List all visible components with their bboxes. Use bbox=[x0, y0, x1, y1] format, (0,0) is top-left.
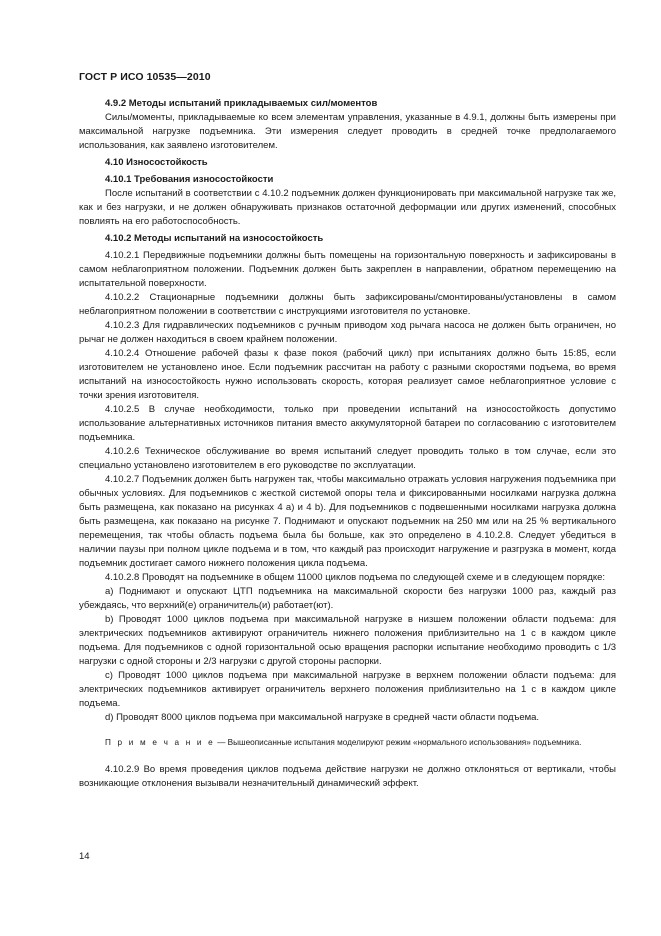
note bbox=[79, 737, 616, 749]
paragraph-4-10-2-1: 4.10.2.1 Передвижные подъемники должны быть помещены на горизонтальную поверхность и зафиксированы в самом неблагоприятном положении. Подъемник должен быть закреплен в направлении, обратном перемещению на испытательной поверхности. bbox=[79, 250, 616, 289]
paragraph-4-10-1: После испытаний в соответствии с 4.10.2 подъемник должен функционировать при максимальной нагрузке так же, как и без нагрузки, и не должен обнаруживать признаков остаточной деформации или других изменений, способных повлиять на его работоспособность. bbox=[79, 188, 616, 227]
list-item-c: c) Проводят 1000 циклов подъема при максимальной нагрузке в верхнем положении области подъема: для электрических подъемников активирует ограничитель верхнего положения приблизительно на 1 с в каждом цикле подъема. bbox=[79, 670, 616, 709]
list-item-b: b) Проводят 1000 циклов подъема при максимальной нагрузке в низшем положении области подъема: для электрических подъемников активируют ограничитель нижнего положения приблизительно на 1 с в каждом цикле подъема. Для подъемников с одной горизонтальной осью вращения распорки испытание необходимо проводить с 1/3 нагрузки с одной стороны и 2/3 нагрузки с другой стороны распорки. bbox=[79, 614, 616, 667]
paragraph-4-10-2-9: 4.10.2.9 Во время проведения циклов подъема действие нагрузки не должно отклоняться от вертикали, чтобы возникающие отклонения вызывали незначительный динамический эффект. bbox=[79, 764, 616, 789]
paragraph-4-10-2-8: 4.10.2.8 Проводят на подъемнике в общем 11000 циклов подъема по следующей схеме и в следующем порядке: bbox=[105, 572, 606, 583]
page-content bbox=[79, 95, 616, 791]
section-heading-4-10-2: 4.10.2 Методы испытаний на износостойкость bbox=[105, 233, 324, 244]
section-heading-4-10: 4.10 Износостойкость bbox=[105, 157, 208, 168]
note-label: П р и м е ч а н и е bbox=[105, 738, 215, 747]
paragraph-4-10-2-6: 4.10.2.6 Техническое обслуживание во время испытаний следует проводить только в том случае, если это специально установлено изготовителем в его руководстве по эксплуатации. bbox=[79, 446, 616, 471]
paragraph-4-9-2: Силы/моменты, прикладываемые ко всем элементам управления, указанные в 4.9.1, должны быть измерены при максимальной нагрузке подъемника. Эти измерения следует проводить в средней точке предполагаемого использования, как заявлено изготовителем. bbox=[79, 112, 616, 151]
paragraph-4-10-2-3: 4.10.2.3 Для гидравлических подъемников с ручным приводом ход рычага насоса не должен быть ограничен, но рычаг не должен находиться в своем крайнем положении. bbox=[79, 320, 616, 345]
paragraph-4-10-2-2: 4.10.2.2 Стационарные подъемники должны быть зафиксированы/смонтированы/установлены в самом неблагоприятном положении в соответствии с инструкциями изготовителя по установке. bbox=[79, 292, 616, 317]
document-header: ГОСТ Р ИСО 10535—2010 bbox=[79, 71, 211, 83]
list-item-a: a) Поднимают и опускают ЦТП подъемника на максимальной скорости без нагрузки 1000 раз, каждый раз убеждаясь, что верхний(е) ограничитель(и) работает(ют). bbox=[79, 586, 616, 611]
section-heading-4-10-1: 4.10.1 Требования износостойкости bbox=[105, 174, 274, 185]
page-number: 14 bbox=[79, 851, 90, 862]
paragraph-4-10-2-7: 4.10.2.7 Подъемник должен быть нагружен так, чтобы максимально отражать условия нагружения подъемника при обычных условиях. Для подъемников с жесткой системой опоры тела и фиксированными носилками нагрузка должна быть размещена, как показано на рисунках 4 a) и 4 b). Для подъемников с подвешенными носилками нагрузка должна быть размещена, как показано на рисунке 7. Поднимают и опускают подъемник на 250 мм или на 25 % вертикального перемещения, так чтобы область подъема была бы больше, как это определено в 4.10.2.8. Следует убедиться в наличии паузы при полном цикле подъема и в том, что каждый раз происходит нагружение и разгрузка в момент, когда подъемник достигает самого нижнего положения цикла подъема. bbox=[79, 474, 616, 569]
section-heading-4-9-2: 4.9.2 Методы испытаний прикладываемых сил/моментов bbox=[105, 98, 378, 109]
note-text: — Вышеописанные испытания моделируют режим «нормального использования» подъемника. bbox=[214, 738, 582, 747]
paragraph-4-10-2-5: 4.10.2.5 В случае необходимости, только при проведении испытаний на износостойкость допустимо использование альтернативных источников питания вместо аккумуляторной батареи по согласованию с изготовителем подъемника. bbox=[79, 404, 616, 443]
paragraph-4-10-2-4: 4.10.2.4 Отношение рабочей фазы к фазе покоя (рабочий цикл) при испытаниях должно быть 15:85, если изготовителем не установлено иное. Если подъемник рассчитан на работу с разными скоростями подъема, во время испытаний на износостойкость нужно использовать скорость, которая реализует самое неблагоприятное условие с точки зрения изготовителя. bbox=[79, 348, 616, 401]
list-item-d: d) Проводят 8000 циклов подъема при максимальной нагрузке в средней части области подъема. bbox=[105, 712, 540, 723]
